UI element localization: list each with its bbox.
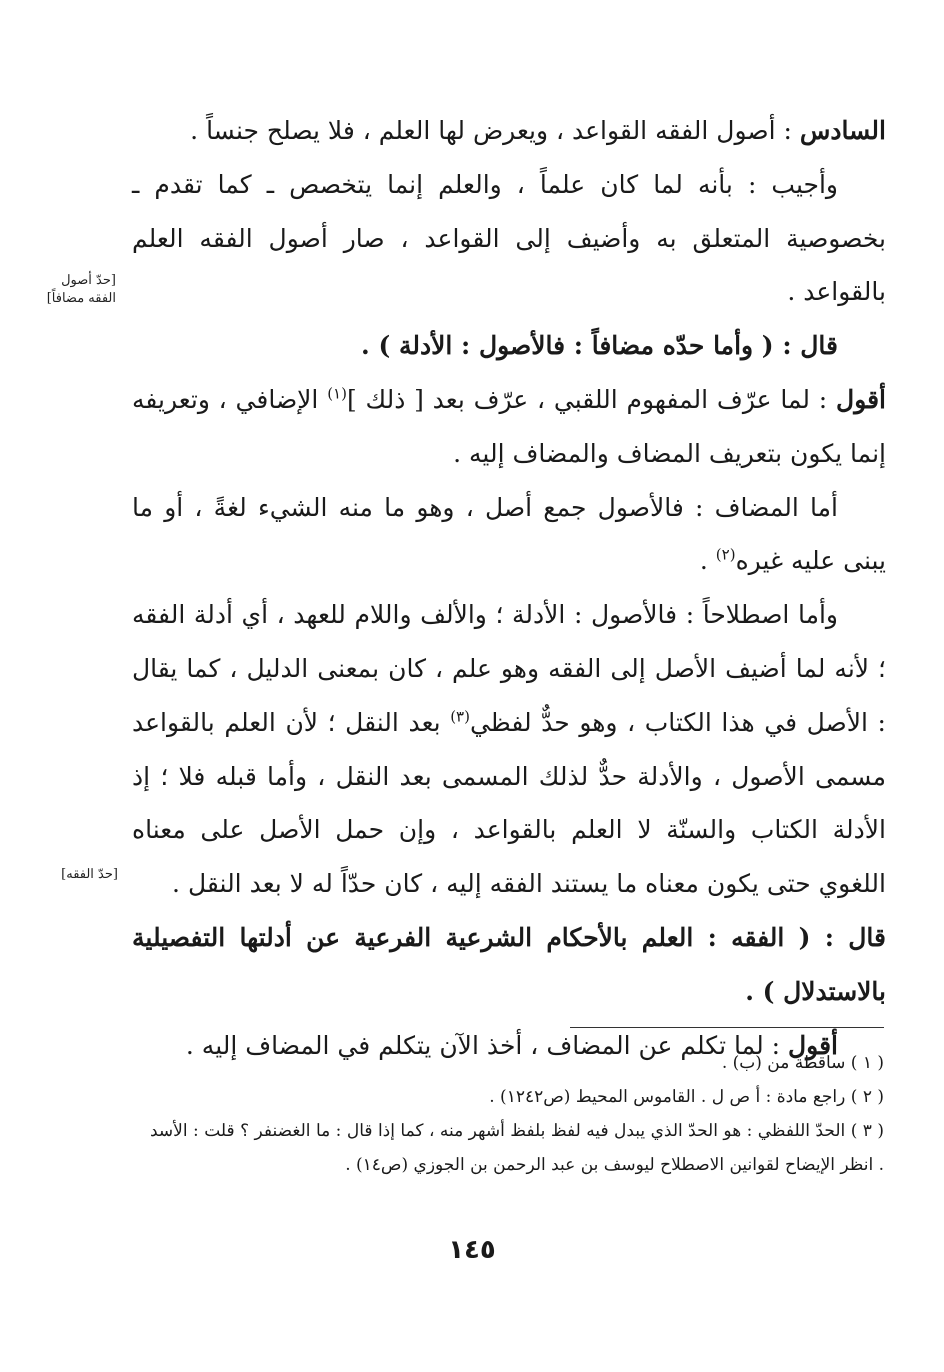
keyword-qala: قال — [848, 922, 886, 952]
footnotes — [150, 1046, 884, 1182]
paragraph-text: بعد النقل ؛ لأن العلم بالقواعد مسمى الأصول ، والأدلة حدٌّ لذلك المسمى بعد النقل ، وأما قبله فلا ؛ إذ الأدلة الكتاب والسنّة لا العلم بالقواعد ، وإن حمل الأصل على معناه اللغوي حتى يكون معناه ما يستند الفقه إليه ، كان حدّاً له لا بعد النقل . — [132, 707, 886, 899]
footnote-ref-1: (١) — [327, 384, 347, 403]
footnote-3: ( ٣ ) الحدّ اللفظي : هو الحدّ الذي يبدل فيه لفظ بلفظ أشهر منه ، كما إذا قال : ما الغضنفر ؟ قلت : الأسد . انظر الإيضاح لقوانين الاصطلاح ليوسف بن عبد الرحمن بن الجوزي (ص١٤) . — [150, 1121, 884, 1175]
paragraph-text: أما المضاف : فالأصول جمع أصل ، وهو ما منه الشيء لغةً ، أو ما يبنى عليه غيره — [132, 492, 886, 576]
page-number: ١٤٥ — [448, 1235, 496, 1265]
keyword-aqulu: أقول — [836, 384, 887, 414]
paragraph-aqulu-1 — [132, 373, 886, 481]
paragraph-text: : أصول الفقه القواعد ، ويعرض لها العلم ، فلا يصلح جنساً . — [190, 116, 800, 145]
keyword-aqulu: أقول — [788, 1030, 838, 1060]
margin-note-usul: [حدّ أصول الفقه مضافاً] — [46, 273, 116, 306]
quoted-text: : ( الفقه : العلم بالأحكام الشرعية الفرعية عن أدلتها التفصيلية بالاستدلال ) . — [132, 922, 886, 1006]
main-text — [132, 104, 886, 1072]
paragraph-text: : لما عرّف المفهوم اللقبي ، عرّف بعد [ ذلك ] — [346, 384, 837, 414]
paragraph-text: الإضافي ، وتعريفه إنما يكون بتعريف المضاف والمضاف إليه . — [132, 384, 886, 468]
paragraph-text: وأجيب : بأنه لما كان علماً ، والعلم إنما يتخصص ـ كما تقدم ـ بخصوصية المتعلق به وأضيف إلى القواعد ، صار أصول الفقه العلم بالقواعد . — [132, 169, 886, 307]
paragraph-sixth — [132, 104, 886, 158]
paragraph-qala-1 — [132, 319, 886, 373]
footnote-ref-3: (٣) — [450, 707, 470, 726]
paragraph-answer — [132, 158, 886, 319]
paragraph-qala-2 — [132, 911, 886, 1019]
footnote-ref-2: (٢) — [715, 546, 736, 565]
footnote-divider — [570, 1027, 884, 1028]
margin-note-fiqh: [حدّ الفقه] — [61, 867, 118, 882]
paragraph-text: . — [699, 546, 716, 576]
paragraph-istilah — [132, 588, 886, 911]
quoted-text: : ( وأما حدّه مضافاً : فالأصول : الأدلة ) . — [361, 331, 801, 361]
footnote-2: ( ٢ ) راجع مادة : أ ص ل . القاموس المحيط (ص١٢٤٢) . — [489, 1087, 884, 1107]
keyword-qala: قال — [800, 331, 838, 361]
paragraph-text: : لما تكلم عن المضاف ، أخذ الآن يتكلم في المضاف إليه . — [185, 1030, 789, 1060]
paragraph-text: وأما اصطلاحاً : فالأصول : الأدلة ؛ والألف واللام للعهد ، أي أدلة الفقه ؛ لأنه لما أضيف الأصل إلى الفقه وهو علم ، كان بمعنى الدليل ، كما يقال : الأصل في هذا الكتاب ، وهو حدٌّ لفظي — [132, 600, 886, 737]
footnote-1: ( ١ ) ساقطة من (ب) . — [721, 1053, 884, 1073]
keyword-sixth: السادس — [799, 116, 886, 145]
paragraph-mudaf — [132, 481, 886, 589]
